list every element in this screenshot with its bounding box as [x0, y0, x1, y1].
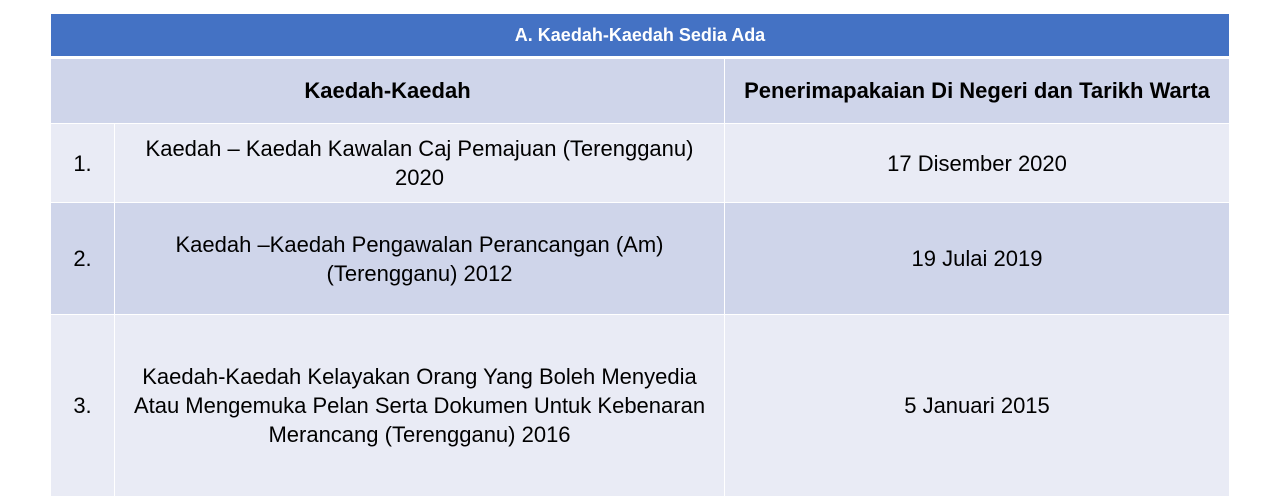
table-row [51, 203, 1229, 315]
gazette-date: 5 Januari 2015 [904, 393, 1050, 418]
table-title: A. Kaedah-Kaedah Sedia Ada [51, 14, 1229, 59]
rules-table [51, 14, 1229, 497]
table-row [51, 315, 1229, 497]
rule-name: Kaedah-Kaedah Kelayakan Orang Yang Boleh Menyedia Atau Mengemuka Pelan Serta Dokumen Untuk Kebenaran Merancang (Terengganu) 2016 [115, 315, 725, 496]
gazette-date: 19 Julai 2019 [911, 246, 1043, 271]
rule-name: Kaedah – Kaedah Kawalan Caj Pemajuan (Terengganu) 2020 [115, 124, 725, 202]
header-adoption-date: Penerimapakaian Di Negeri dan Tarikh Warta [744, 78, 1210, 103]
gazette-date: 17 Disember 2020 [887, 150, 1067, 176]
row-number: 2. [51, 203, 115, 314]
table-row [51, 124, 1229, 203]
header-rules: Kaedah-Kaedah [51, 59, 725, 123]
table-header-row [51, 59, 1229, 124]
row-number: 1. [51, 124, 115, 202]
rule-name: Kaedah –Kaedah Pengawalan Perancangan (Am) (Terengganu) 2012 [115, 203, 725, 314]
row-number: 3. [51, 315, 115, 496]
